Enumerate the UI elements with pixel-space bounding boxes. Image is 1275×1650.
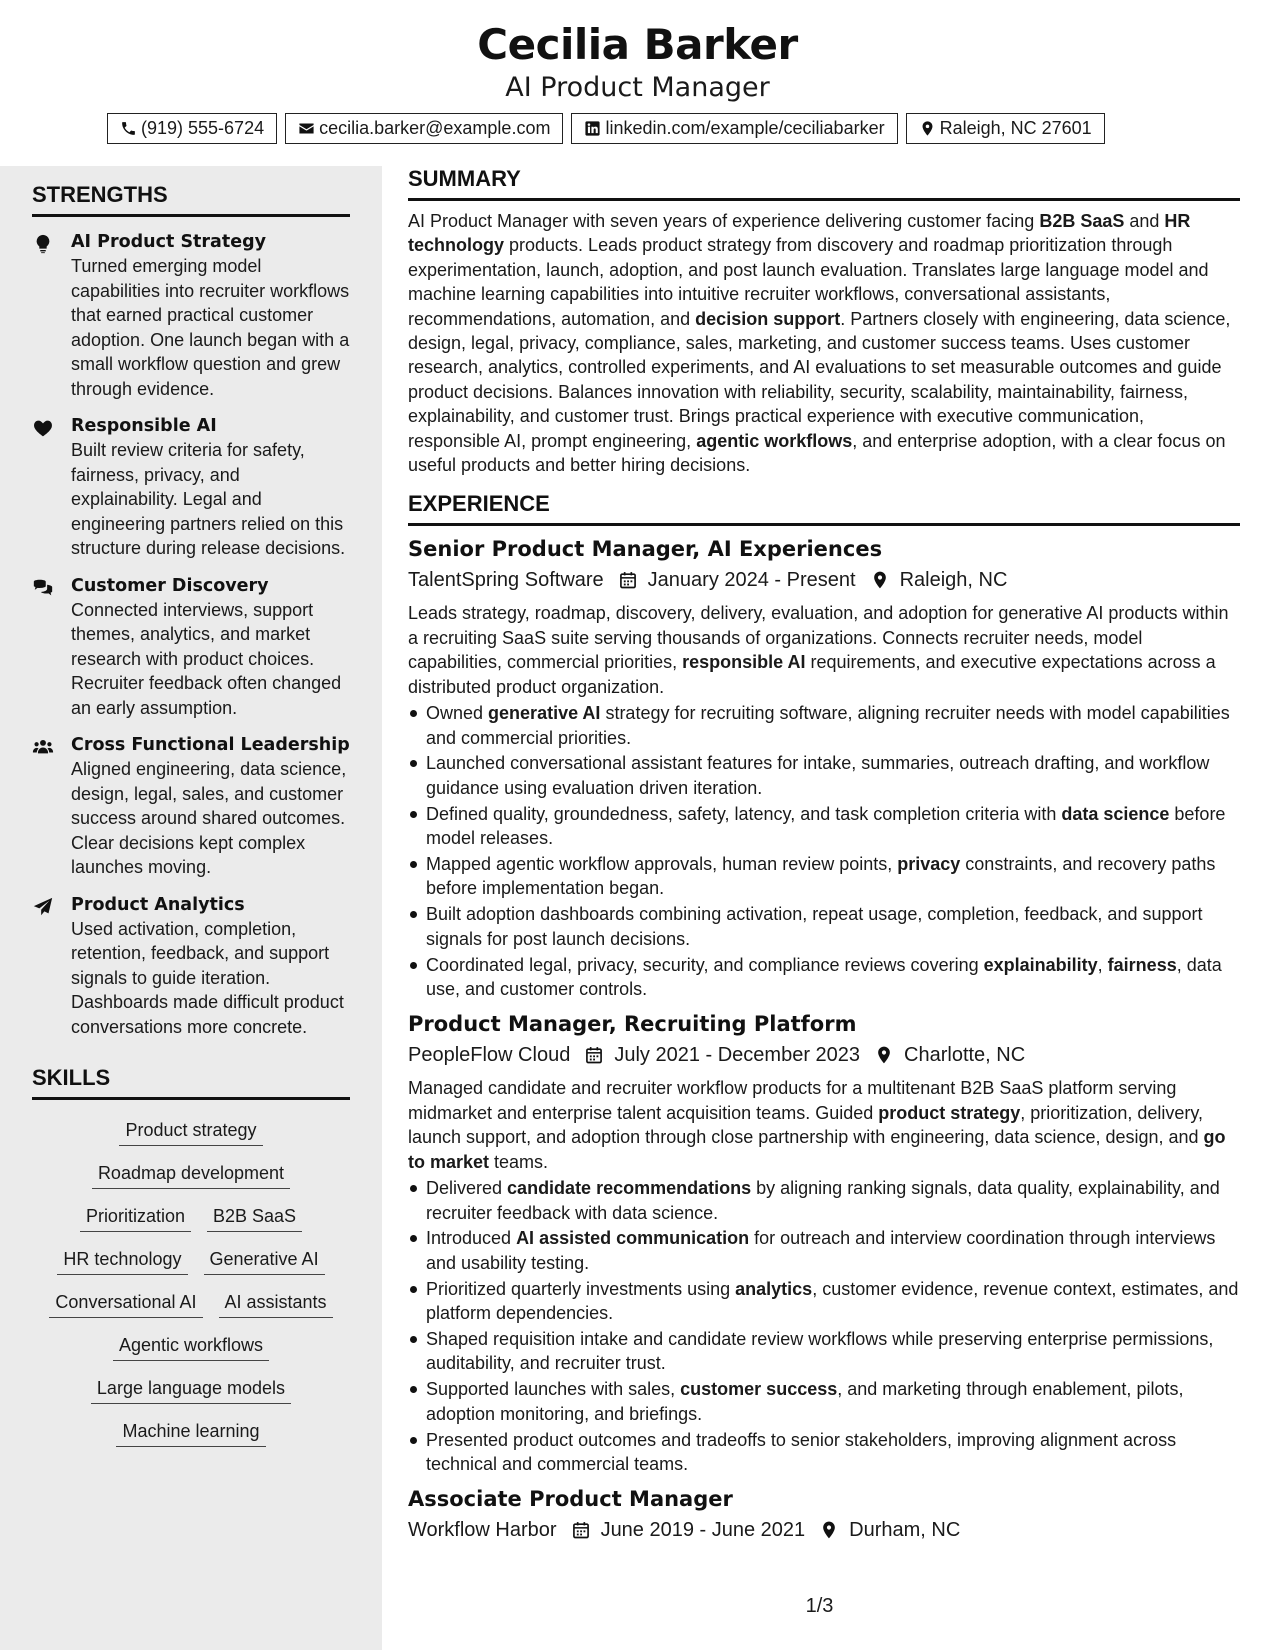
map-pin-icon bbox=[819, 1520, 839, 1540]
strength-item bbox=[32, 733, 350, 880]
job-bullet: Presented product outcomes and tradeoffs to senior stakeholders, improving alignment across technical and commercial teams. bbox=[408, 1428, 1240, 1477]
job-location: Durham, NC bbox=[849, 1519, 961, 1542]
map-pin-icon bbox=[919, 120, 936, 137]
contact-linkedin[interactable] bbox=[571, 113, 897, 144]
strength-title: Customer Discovery bbox=[71, 575, 269, 596]
calendar-icon bbox=[571, 1520, 591, 1540]
contact-bar bbox=[107, 113, 1105, 144]
skill-tag: Roadmap development bbox=[92, 1161, 290, 1189]
job-bullet: Built adoption dashboards combining activation, repeat usage, completion, feedback, and support signals for post launch decisions. bbox=[408, 902, 1240, 951]
job-bullet: Launched conversational assistant features for intake, summaries, outreach drafting, and workflow guidance using evaluation driven iteration. bbox=[408, 751, 1240, 800]
page-number: 1/3 bbox=[805, 1595, 834, 1617]
comments-icon bbox=[32, 577, 54, 599]
skill-tag: Large language models bbox=[91, 1376, 291, 1404]
skill-tag: Agentic workflows bbox=[113, 1333, 269, 1361]
strength-title: Cross Functional Leadership bbox=[71, 735, 350, 755]
job-meta bbox=[408, 1040, 1240, 1070]
job-bullets bbox=[408, 701, 1240, 1001]
heart-icon bbox=[32, 417, 54, 439]
skill-tag: Machine learning bbox=[116, 1419, 265, 1447]
calendar-icon bbox=[618, 570, 638, 590]
contact-location bbox=[906, 113, 1105, 144]
strengths-heading: STRENGTHS bbox=[32, 182, 350, 217]
skills-list bbox=[32, 1118, 350, 1447]
job-bullet: Owned generative AI strategy for recruiting software, aligning recruiter needs with model capabilities and commercial priorities. bbox=[408, 701, 1240, 750]
job-location: Raleigh, NC bbox=[899, 569, 1008, 592]
job-company: TalentSpring Software bbox=[408, 569, 604, 592]
skill-tag: Conversational AI bbox=[49, 1290, 202, 1318]
resume-header bbox=[0, 0, 1275, 160]
contact-email-text: cecilia.barker@example.com bbox=[319, 118, 551, 138]
job-location: Charlotte, NC bbox=[904, 1044, 1026, 1067]
candidate-role: AI Product Manager bbox=[505, 72, 770, 103]
strength-item bbox=[32, 574, 350, 721]
job-entry bbox=[408, 534, 1240, 1001]
contact-email[interactable] bbox=[285, 113, 563, 144]
experience-heading: EXPERIENCE bbox=[408, 491, 1240, 526]
job-company: Workflow Harbor bbox=[408, 1519, 557, 1542]
strength-title: Product Analytics bbox=[71, 894, 245, 915]
job-bullet: Coordinated legal, privacy, security, and compliance reviews covering explainability, fairness, data use, and customer controls. bbox=[408, 953, 1240, 1002]
job-bullet: Delivered candidate recommendations by aligning ranking signals, data quality, explainability, and recruiter feedback with data science. bbox=[408, 1176, 1240, 1225]
paper-plane-icon bbox=[32, 896, 54, 918]
job-title: Senior Product Manager, AI Experiences bbox=[408, 537, 883, 562]
calendar-icon bbox=[584, 1045, 604, 1065]
main-content bbox=[408, 166, 1240, 1545]
job-title: Product Manager, Recruiting Platform bbox=[408, 1012, 857, 1037]
skill-tag: B2B SaaS bbox=[207, 1204, 302, 1232]
strength-desc: Aligned engineering, data science, design, legal, sales, and customer success around shared outcomes. Clear decisions kept complex launches moving. bbox=[71, 759, 347, 877]
strength-item bbox=[32, 414, 350, 561]
job-company: PeopleFlow Cloud bbox=[408, 1044, 571, 1067]
strength-desc: Turned emerging model capabilities into recruiter workflows that earned practical customer adoption. One launch began with a small workflow question and grew through evidence. bbox=[71, 256, 350, 399]
contact-phone[interactable] bbox=[107, 113, 277, 144]
strength-desc: Used activation, completion, retention, feedback, and support signals to guide iteration. Dashboards made difficult product conversations more concrete. bbox=[71, 918, 344, 1037]
job-description: Leads strategy, roadmap, discovery, delivery, evaluation, and adoption for generative AI products within a recruiting SaaS suite serving thousands of organizations. Connects recruiter needs, model capabilities, commercial priorities, responsible AI requirements, and executive expectations across a distributed product organization. bbox=[408, 603, 1229, 697]
skill-tag: Generative AI bbox=[204, 1247, 325, 1275]
job-bullet: Mapped agentic workflow approvals, human review points, privacy constraints, and recovery paths before implementation began. bbox=[408, 852, 1240, 901]
skill-tag: HR technology bbox=[57, 1247, 187, 1275]
job-bullet: Prioritized quarterly investments using analytics, customer evidence, revenue context, estimates, and platform dependencies. bbox=[408, 1277, 1240, 1326]
envelope-icon bbox=[298, 120, 315, 137]
job-bullets bbox=[408, 1176, 1240, 1476]
contact-phone-text: (919) 555-6724 bbox=[141, 118, 265, 138]
candidate-name: Cecilia Barker bbox=[477, 20, 798, 69]
strength-title: AI Product Strategy bbox=[71, 232, 267, 252]
strength-item bbox=[32, 893, 350, 1040]
job-bullet: Supported launches with sales, customer success, and marketing through enablement, pilots, adoption monitoring, and briefings. bbox=[408, 1377, 1240, 1426]
summary-heading: SUMMARY bbox=[408, 166, 1240, 201]
linkedin-icon bbox=[584, 120, 601, 137]
map-pin-icon bbox=[874, 1045, 894, 1065]
job-entry bbox=[408, 1009, 1240, 1476]
job-dates: June 2019 - June 2021 bbox=[600, 1519, 806, 1542]
job-meta bbox=[408, 1515, 1240, 1545]
contact-location-text: Raleigh, NC 27601 bbox=[939, 118, 1092, 138]
skills-heading: SKILLS bbox=[32, 1065, 350, 1100]
strength-desc: Connected interviews, support themes, analytics, and market research with product choices. Recruiter feedback often changed an early assumption. bbox=[71, 599, 342, 718]
job-title: Associate Product Manager bbox=[408, 1487, 733, 1512]
skill-tag: Product strategy bbox=[119, 1118, 262, 1146]
job-bullet: Introduced AI assisted communication for outreach and interview coordination through interviews and usability testing. bbox=[408, 1226, 1240, 1275]
strength-desc: Built review criteria for safety, fairness, privacy, and explainability. Legal and engineering partners relied on this structure during release decisions. bbox=[71, 440, 346, 558]
strength-item bbox=[32, 230, 350, 401]
skill-tag: AI assistants bbox=[219, 1290, 333, 1318]
map-pin-icon bbox=[870, 570, 890, 590]
sidebar bbox=[0, 166, 382, 1650]
job-dates: July 2021 - December 2023 bbox=[614, 1044, 861, 1067]
strength-title: Responsible AI bbox=[71, 416, 217, 436]
job-entry bbox=[408, 1484, 1240, 1545]
job-meta bbox=[408, 565, 1240, 595]
lightbulb-icon bbox=[32, 233, 54, 255]
job-bullet: Shaped requisition intake and candidate review workflows while preserving enterprise permissions, auditability, and recruiter trust. bbox=[408, 1327, 1240, 1376]
contact-linkedin-text: linkedin.com/example/ceciliabarker bbox=[605, 118, 885, 138]
summary-text: AI Product Manager with seven years of experience delivering customer facing B2B SaaS and HR technology products. Leads product strategy from discovery and roadmap prioritization through experimentation, launch, adoption, and post launch evaluation. Translates large language model and machine learning capabilities into intuitive recruiter workflows, conversational assistants, recommendations, automation, and decision support. Partners closely with engineering, data science, design, legal, privacy, compliance, sales, marketing, and customer success teams. Uses customer research, analytics, controlled experiments, and AI evaluations to set measurable outcomes and guide product decisions. Balances innovation with reliability, security, scalability, maintainability, fairness, explainability, and customer trust. Brings practical experience with executive communication, responsible AI, prompt engineering, agentic workflows, and enterprise adoption, with a clear focus on useful products and better hiring decisions. bbox=[408, 211, 1231, 476]
phone-icon bbox=[120, 120, 137, 137]
job-dates: January 2024 - Present bbox=[647, 569, 856, 592]
users-icon bbox=[32, 736, 54, 758]
skill-tag: Prioritization bbox=[80, 1204, 191, 1232]
job-bullet: Defined quality, groundedness, safety, latency, and task completion criteria with data science before model releases. bbox=[408, 802, 1240, 851]
job-description: Managed candidate and recruiter workflow products for a multitenant B2B SaaS platform serving midmarket and enterprise talent acquisition teams. Guided product strategy, prioritization, delivery, launch support, and adoption through close partnership with engineering, data science, design, and go to market teams. bbox=[408, 1078, 1226, 1172]
